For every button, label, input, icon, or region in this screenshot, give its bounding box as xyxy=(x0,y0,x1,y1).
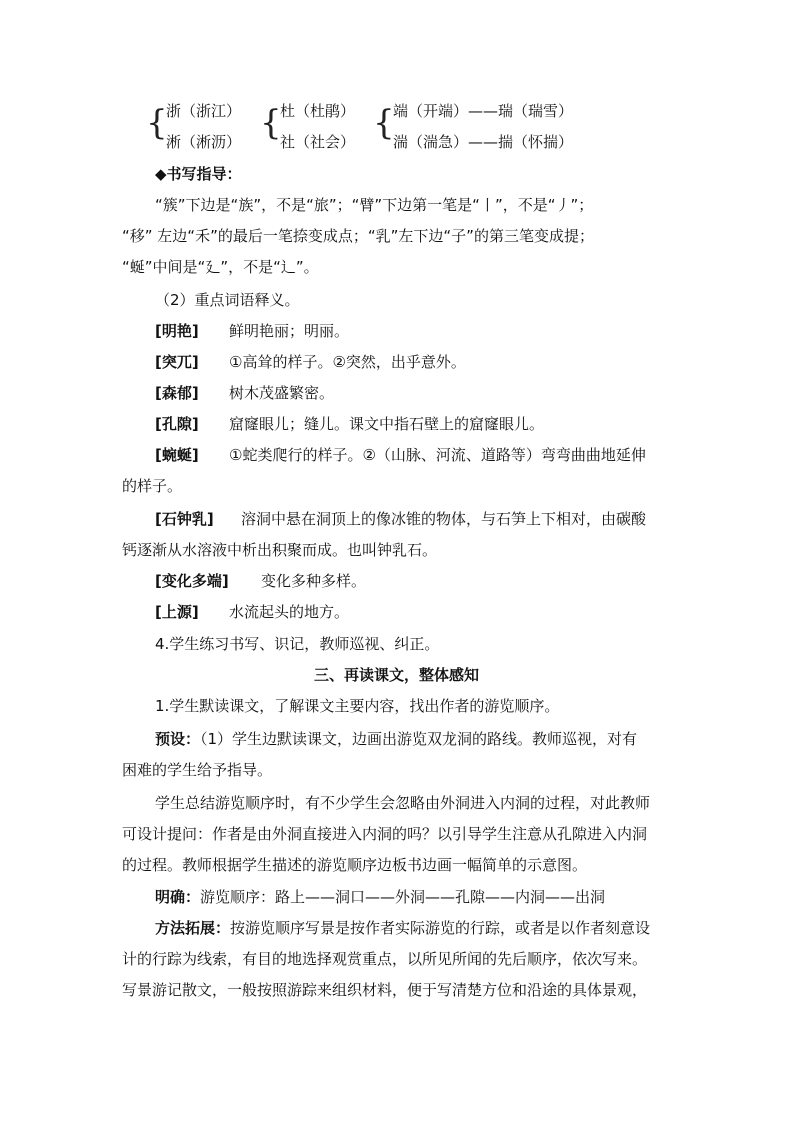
vocab-def: 树木茂盛繁密。 xyxy=(229,384,335,402)
char-pair-bottom: 淅（淅沥） xyxy=(166,133,242,151)
clear-line xyxy=(155,887,715,907)
preset-line xyxy=(155,729,715,749)
vocab-entry xyxy=(155,571,715,591)
vocab-entry xyxy=(155,321,715,341)
paragraph-line: 可设计提问：作者是由外洞直接进入内洞的吗？以引导学生注意从孔隙进入内洞 xyxy=(122,825,648,843)
clear-text: 游览顺序：路上——洞口——外洞——孔隙——内洞——出洞 xyxy=(200,888,606,906)
char-pair-top: 浙（浙江） xyxy=(166,102,242,120)
writing-guide-line: “蜒”中间是“廴”，不是“辶”。 xyxy=(122,258,319,276)
paragraph-line: 学生总结游览顺序时，有不少学生会忽略由外洞进入内洞的过程，对此教师 xyxy=(155,794,651,812)
method-text: 按游览顺序写景是按作者实际游览的行踪，或者是以作者刻意设 xyxy=(230,919,651,937)
vocab-def-continued: 钙逐渐从水溶液中析出积聚而成。也叫钟乳石。 xyxy=(122,541,438,559)
vocab-term: [蜿蜒] xyxy=(155,446,199,464)
vocab-entry xyxy=(155,383,715,403)
vocab-entry xyxy=(155,445,715,465)
vocab-term: [突兀] xyxy=(155,353,199,371)
paragraph-line: 写景游记散文，一般按照游踪来组织材料，便于写清楚方位和沿途的具体景观， xyxy=(122,981,648,999)
writing-guide-heading: ◆书写指导： xyxy=(155,165,242,183)
paragraph-line: 困难的学生给予指导。 xyxy=(122,761,273,779)
char-pair-bottom: 社（社会） xyxy=(280,133,356,151)
method-line xyxy=(155,918,715,938)
vocab-entry xyxy=(155,602,715,622)
vocab-def-continued: 的样子。 xyxy=(122,477,183,495)
vocab-def: 窟窿眼儿；缝儿。课文中指石壁上的窟窿眼儿。 xyxy=(229,415,545,433)
vocab-def: 溶洞中悬在洞顶上的像冰锥的物体，与石笋上下相对，由碳酸 xyxy=(241,510,647,528)
vocab-def: ①蛇类爬行的样子。②（山脉、河流、道路等）弯弯曲曲地延伸 xyxy=(229,446,646,464)
writing-guide-line: “簇”下边是“族”，不是“旅”；“臂”下边第一笔是“丨”，不是“丿”； xyxy=(155,196,594,214)
vocab-term: [孔隙] xyxy=(155,415,199,433)
brace-2: { xyxy=(260,103,282,143)
vocab-term: [森郁] xyxy=(155,384,199,402)
vocab-heading: （2）重点词语释义。 xyxy=(155,291,300,309)
vocab-def: 鲜明艳丽；明丽。 xyxy=(229,322,350,340)
vocab-entry xyxy=(155,509,715,529)
vocab-def: 水流起头的地方。 xyxy=(229,603,350,621)
char-pair-top: 端（开端）——瑞（瑞雪） xyxy=(393,102,574,120)
vocab-term: [石钟乳] xyxy=(155,510,214,528)
vocab-term: [明艳] xyxy=(155,322,199,340)
paragraph-line: 计的行踪为线索，有目的地选择观赏重点，以所见所闻的先后顺序，依次写来。 xyxy=(122,950,648,968)
section-title: 三、再读课文，整体感知 xyxy=(313,666,479,684)
clear-label: 明确： xyxy=(155,888,201,906)
vocab-term: [变化多端] xyxy=(155,572,229,590)
method-label: 方法拓展： xyxy=(155,919,231,937)
char-pair-top: 杜（杜鹃） xyxy=(280,102,356,120)
paragraph-line: 的过程。教师根据学生描述的游览顺序边板书边画一幅简单的示意图。 xyxy=(122,856,588,874)
char-pair-bottom: 湍（湍急）——揣（怀揣） xyxy=(393,133,574,151)
brace-3: { xyxy=(373,103,395,143)
vocab-entry xyxy=(155,414,715,434)
step-4: 4.学生练习书写、识记，教师巡视、纠正。 xyxy=(155,635,440,653)
writing-guide-line: “移” 左边“禾”的最后一笔捺变成点；“乳”左下边“子”的第三笔变成提； xyxy=(122,227,594,245)
paragraph: 1.学生默读课文，了解课文主要内容，找出作者的游览顺序。 xyxy=(155,697,560,715)
vocab-def: 变化多种多样。 xyxy=(261,572,367,590)
vocab-def: ①高耸的样子。②突然，出乎意外。 xyxy=(229,353,466,371)
preset-label: 预设： xyxy=(155,730,201,748)
brace-1: { xyxy=(146,103,168,143)
vocab-term: [上源] xyxy=(155,603,199,621)
preset-text: （1）学生边默读课文，边画出游览双龙洞的路线。教师巡视，对有 xyxy=(200,730,638,748)
vocab-entry xyxy=(155,352,715,372)
